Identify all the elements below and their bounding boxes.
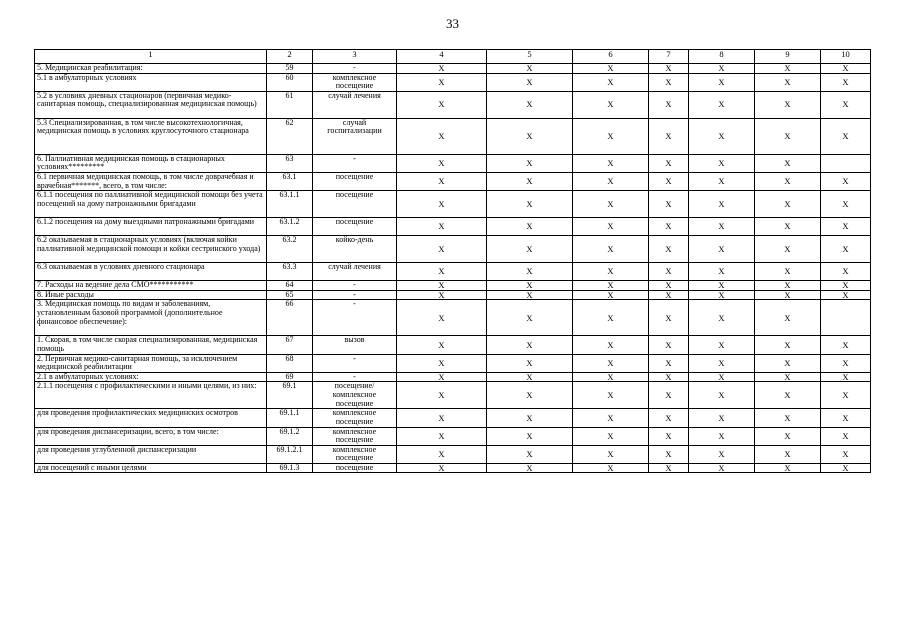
row-value-cell: X <box>397 154 487 172</box>
row-value-cell: X <box>573 463 649 473</box>
row-value-cell: X <box>821 336 871 354</box>
row-unit-cell: посещение <box>313 172 397 190</box>
row-unit-cell: случай лечения <box>313 91 397 118</box>
header-cell-1: 1 <box>35 50 267 64</box>
row-code-cell: 67 <box>267 336 313 354</box>
row-unit-cell: - <box>313 290 397 300</box>
row-unit-cell: комплексное посещение <box>313 409 397 427</box>
row-value-cell: X <box>649 172 689 190</box>
row-name-cell: 2.1 в амбулаторных условиях: <box>35 372 267 382</box>
row-value-cell: X <box>755 118 821 154</box>
row-value-cell: X <box>573 73 649 91</box>
page-number: 33 <box>446 16 459 31</box>
row-value-cell: X <box>397 445 487 463</box>
row-value-cell: X <box>397 236 487 263</box>
row-value-cell: X <box>573 263 649 281</box>
row-value-cell: X <box>573 427 649 445</box>
row-value-cell: X <box>487 191 573 218</box>
row-code-cell: 65 <box>267 290 313 300</box>
row-code-cell: 63.1 <box>267 172 313 190</box>
row-value-cell: X <box>649 118 689 154</box>
row-value-cell: X <box>573 336 649 354</box>
row-value-cell: X <box>689 300 755 336</box>
row-value-cell: X <box>689 236 755 263</box>
header-cell-7: 7 <box>649 50 689 64</box>
row-value-cell: X <box>755 290 821 300</box>
data-table <box>34 49 871 473</box>
row-unit-cell: вызов <box>313 336 397 354</box>
row-code-cell: 63.1.2 <box>267 218 313 236</box>
row-value-cell: X <box>573 154 649 172</box>
row-value-cell: X <box>821 64 871 74</box>
table-row <box>35 382 871 409</box>
row-value-cell: X <box>573 218 649 236</box>
row-name-cell: 5.1 в амбулаторных условиях <box>35 73 267 91</box>
row-value-cell: X <box>397 382 487 409</box>
row-code-cell: 64 <box>267 281 313 291</box>
row-value-cell: X <box>397 172 487 190</box>
row-value-cell: X <box>649 300 689 336</box>
row-value-cell <box>821 154 871 172</box>
row-value-cell: X <box>573 281 649 291</box>
row-name-cell: 2.1.1 посещения с профилактическими и иными целями, из них: <box>35 382 267 409</box>
header-cell-10: 10 <box>821 50 871 64</box>
row-value-cell: X <box>821 463 871 473</box>
row-code-cell: 69.1.1 <box>267 409 313 427</box>
row-unit-cell: - <box>313 154 397 172</box>
table-row <box>35 191 871 218</box>
table-row <box>35 336 871 354</box>
row-value-cell: X <box>649 236 689 263</box>
row-value-cell: X <box>755 281 821 291</box>
row-value-cell: X <box>649 372 689 382</box>
row-value-cell: X <box>397 263 487 281</box>
row-value-cell: X <box>755 463 821 473</box>
row-code-cell: 63.3 <box>267 263 313 281</box>
row-name-cell: для посещений с иными целями <box>35 463 267 473</box>
row-value-cell: X <box>689 91 755 118</box>
row-code-cell: 61 <box>267 91 313 118</box>
row-value-cell: X <box>821 281 871 291</box>
row-unit-cell: - <box>313 354 397 372</box>
row-unit-cell: посещение <box>313 191 397 218</box>
row-unit-cell: случай госпитализации <box>313 118 397 154</box>
row-value-cell <box>821 300 871 336</box>
table-row <box>35 64 871 74</box>
row-unit-cell: - <box>313 64 397 74</box>
row-value-cell: X <box>649 409 689 427</box>
row-value-cell: X <box>821 218 871 236</box>
table-row <box>35 263 871 281</box>
row-value-cell: X <box>649 463 689 473</box>
row-value-cell: X <box>649 154 689 172</box>
row-value-cell: X <box>397 372 487 382</box>
header-cell-2: 2 <box>267 50 313 64</box>
row-value-cell: X <box>821 73 871 91</box>
row-unit-cell: - <box>313 281 397 291</box>
row-value-cell: X <box>821 91 871 118</box>
row-value-cell: X <box>689 118 755 154</box>
row-unit-cell: - <box>313 300 397 336</box>
table-row <box>35 91 871 118</box>
table-row <box>35 281 871 291</box>
row-value-cell: X <box>487 372 573 382</box>
table-row <box>35 445 871 463</box>
table-row <box>35 236 871 263</box>
row-value-cell: X <box>689 382 755 409</box>
row-value-cell: X <box>397 281 487 291</box>
row-name-cell: 6.1 первичная медицинская помощь, в том числе доврачебная и врачебная*******, всего, в том числе: <box>35 172 267 190</box>
row-unit-cell: - <box>313 372 397 382</box>
row-name-cell: 5. Медицинская реабилитация: <box>35 64 267 74</box>
row-value-cell: X <box>689 290 755 300</box>
row-value-cell: X <box>689 263 755 281</box>
row-value-cell: X <box>755 91 821 118</box>
row-code-cell: 60 <box>267 73 313 91</box>
row-value-cell: X <box>689 154 755 172</box>
header-cell-3: 3 <box>313 50 397 64</box>
row-value-cell: X <box>487 463 573 473</box>
row-value-cell: X <box>487 73 573 91</box>
row-value-cell: X <box>821 290 871 300</box>
row-code-cell: 66 <box>267 300 313 336</box>
row-code-cell: 63.2 <box>267 236 313 263</box>
row-value-cell: X <box>573 91 649 118</box>
table-row <box>35 354 871 372</box>
row-value-cell: X <box>649 336 689 354</box>
row-value-cell: X <box>755 263 821 281</box>
row-unit-cell: комплексное посещение <box>313 427 397 445</box>
row-value-cell: X <box>821 354 871 372</box>
row-value-cell: X <box>689 372 755 382</box>
row-code-cell: 69.1.2.1 <box>267 445 313 463</box>
row-value-cell: X <box>689 218 755 236</box>
row-value-cell: X <box>487 300 573 336</box>
row-value-cell: X <box>487 445 573 463</box>
header-row <box>35 50 871 64</box>
row-value-cell: X <box>649 91 689 118</box>
row-value-cell: X <box>755 382 821 409</box>
row-value-cell: X <box>649 290 689 300</box>
row-unit-cell: комплексное посещение <box>313 73 397 91</box>
header-cell-5: 5 <box>487 50 573 64</box>
table-row <box>35 409 871 427</box>
row-value-cell: X <box>689 73 755 91</box>
row-value-cell: X <box>487 382 573 409</box>
row-unit-cell: посещение <box>313 463 397 473</box>
row-name-cell: 2. Первичная медико-санитарная помощь, за исключением медицинской реабилитации <box>35 354 267 372</box>
row-value-cell: X <box>573 172 649 190</box>
row-value-cell: X <box>397 409 487 427</box>
row-unit-cell: комплексное посещение <box>313 445 397 463</box>
row-value-cell: X <box>755 300 821 336</box>
row-value-cell: X <box>689 463 755 473</box>
row-value-cell: X <box>573 118 649 154</box>
row-value-cell: X <box>755 236 821 263</box>
row-value-cell: X <box>487 336 573 354</box>
row-value-cell: X <box>573 300 649 336</box>
row-value-cell: X <box>487 118 573 154</box>
row-value-cell: X <box>487 409 573 427</box>
row-code-cell: 59 <box>267 64 313 74</box>
row-name-cell: 8. Иные расходы <box>35 290 267 300</box>
row-value-cell: X <box>487 427 573 445</box>
row-value-cell: X <box>397 91 487 118</box>
row-value-cell: X <box>487 91 573 118</box>
row-unit-cell: посещение/ комплексное посещение <box>313 382 397 409</box>
table-row <box>35 290 871 300</box>
row-value-cell: X <box>573 372 649 382</box>
row-code-cell: 69.1 <box>267 382 313 409</box>
row-value-cell: X <box>397 191 487 218</box>
row-value-cell: X <box>573 191 649 218</box>
row-value-cell: X <box>689 427 755 445</box>
row-value-cell: X <box>755 445 821 463</box>
row-value-cell: X <box>649 445 689 463</box>
row-value-cell: X <box>649 281 689 291</box>
row-value-cell: X <box>649 354 689 372</box>
row-value-cell: X <box>821 118 871 154</box>
row-value-cell: X <box>755 336 821 354</box>
row-value-cell: X <box>487 172 573 190</box>
row-name-cell: 6.1.2 посещения на дому выездными патронажными бригадами <box>35 218 267 236</box>
row-value-cell: X <box>487 218 573 236</box>
row-unit-cell: койко-день <box>313 236 397 263</box>
row-value-cell: X <box>689 281 755 291</box>
row-value-cell: X <box>397 300 487 336</box>
row-value-cell: X <box>821 172 871 190</box>
row-value-cell: X <box>573 445 649 463</box>
row-value-cell: X <box>573 382 649 409</box>
row-name-cell: 3. Медицинская помощь по видам и заболеваниям, установленным базовой программой (дополнительное финансовое обеспечение): <box>35 300 267 336</box>
row-value-cell: X <box>487 236 573 263</box>
row-value-cell: X <box>397 64 487 74</box>
row-value-cell: X <box>689 336 755 354</box>
row-name-cell: для проведения углубленной диспансеризации <box>35 445 267 463</box>
row-code-cell: 62 <box>267 118 313 154</box>
table-row <box>35 218 871 236</box>
row-unit-cell: случай лечения <box>313 263 397 281</box>
row-value-cell: X <box>397 73 487 91</box>
row-value-cell: X <box>649 427 689 445</box>
row-value-cell: X <box>573 290 649 300</box>
row-value-cell: X <box>397 354 487 372</box>
row-value-cell: X <box>487 290 573 300</box>
row-value-cell: X <box>821 382 871 409</box>
row-value-cell: X <box>487 281 573 291</box>
row-value-cell: X <box>755 191 821 218</box>
row-value-cell: X <box>755 372 821 382</box>
row-value-cell: X <box>397 290 487 300</box>
row-value-cell: X <box>689 445 755 463</box>
row-value-cell: X <box>649 73 689 91</box>
row-name-cell: 5.2 в условиях дневных стационаров (первичная медико-санитарная помощь, специализированная медицинская помощь) <box>35 91 267 118</box>
row-value-cell: X <box>821 236 871 263</box>
row-value-cell: X <box>821 263 871 281</box>
row-value-cell: X <box>755 172 821 190</box>
row-value-cell: X <box>755 73 821 91</box>
row-value-cell: X <box>397 427 487 445</box>
row-name-cell: для проведения диспансеризации, всего, в том числе: <box>35 427 267 445</box>
table-row <box>35 118 871 154</box>
row-name-cell: 1. Скорая, в том числе скорая специализированная, медицинская помощь <box>35 336 267 354</box>
row-value-cell: X <box>573 64 649 74</box>
row-code-cell: 69 <box>267 372 313 382</box>
row-name-cell: 6. Паллиативная медицинская помощь в стационарных условиях********* <box>35 154 267 172</box>
row-name-cell: 7. Расходы на ведение дела СМО*********** <box>35 281 267 291</box>
header-cell-8: 8 <box>689 50 755 64</box>
header-cell-6: 6 <box>573 50 649 64</box>
table-row <box>35 463 871 473</box>
row-value-cell: X <box>649 218 689 236</box>
row-value-cell: X <box>755 409 821 427</box>
table-row <box>35 300 871 336</box>
row-value-cell: X <box>755 354 821 372</box>
row-value-cell: X <box>689 64 755 74</box>
row-value-cell: X <box>397 118 487 154</box>
row-value-cell: X <box>649 263 689 281</box>
row-value-cell: X <box>573 236 649 263</box>
row-value-cell: X <box>649 191 689 218</box>
row-value-cell: X <box>689 191 755 218</box>
row-value-cell: X <box>573 409 649 427</box>
row-value-cell: X <box>821 427 871 445</box>
row-value-cell: X <box>649 382 689 409</box>
row-value-cell: X <box>397 463 487 473</box>
row-value-cell: X <box>397 336 487 354</box>
row-code-cell: 68 <box>267 354 313 372</box>
row-value-cell: X <box>689 409 755 427</box>
row-value-cell: X <box>755 64 821 74</box>
row-value-cell: X <box>487 354 573 372</box>
row-value-cell: X <box>821 409 871 427</box>
table-row <box>35 372 871 382</box>
row-name-cell: 5.3 Специализированная, в том числе высокотехнологичная, медицинская помощь в условиях круглосуточного стационара <box>35 118 267 154</box>
row-value-cell: X <box>755 218 821 236</box>
row-value-cell: X <box>821 191 871 218</box>
row-value-cell: X <box>573 354 649 372</box>
row-name-cell: 6.1.1 посещения по паллиативной медицинской помощи без учета посещений на дому патронажными бригадами <box>35 191 267 218</box>
row-name-cell: для проведения профилактических медицинских осмотров <box>35 409 267 427</box>
header-cell-4: 4 <box>397 50 487 64</box>
row-unit-cell: посещение <box>313 218 397 236</box>
header-cell-9: 9 <box>755 50 821 64</box>
row-value-cell: X <box>755 154 821 172</box>
row-value-cell: X <box>689 354 755 372</box>
row-code-cell: 69.1.3 <box>267 463 313 473</box>
row-value-cell: X <box>397 218 487 236</box>
row-value-cell: X <box>649 64 689 74</box>
row-value-cell: X <box>821 445 871 463</box>
row-code-cell: 69.1.2 <box>267 427 313 445</box>
row-value-cell: X <box>821 372 871 382</box>
row-value-cell: X <box>755 427 821 445</box>
table-row <box>35 172 871 190</box>
row-value-cell: X <box>689 172 755 190</box>
row-value-cell: X <box>487 154 573 172</box>
row-name-cell: 6.2 оказываемая в стационарных условиях (включая койки паллиативной медицинской помощи и койки сестринского ухода) <box>35 236 267 263</box>
row-value-cell: X <box>487 263 573 281</box>
row-name-cell: 6.3 оказываемая в условиях дневного стационара <box>35 263 267 281</box>
table-row <box>35 154 871 172</box>
row-value-cell: X <box>487 64 573 74</box>
row-code-cell: 63 <box>267 154 313 172</box>
table-row <box>35 427 871 445</box>
row-code-cell: 63.1.1 <box>267 191 313 218</box>
table-row <box>35 73 871 91</box>
